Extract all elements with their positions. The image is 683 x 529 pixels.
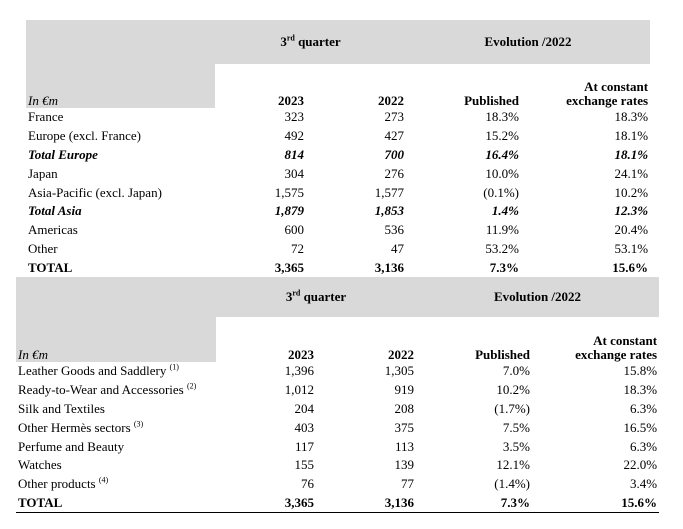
revenue-by-region-table [26,20,650,278]
table-row [16,400,659,419]
value-published: 18.3% [485,109,520,125]
value-published: 12.1% [496,457,531,473]
row-label: Other [28,240,58,256]
footnote-marker: (4) [98,475,109,485]
value-2022: 375 [394,419,415,435]
value-constant: 22.0% [623,457,658,473]
table-row [26,240,650,259]
value-2023: 204 [294,400,314,416]
table-row [16,437,659,456]
evolution-header: Evolution /2022 [406,20,650,64]
table-row [16,494,659,513]
row-label: Americas [28,222,78,238]
value-2023: 600 [284,222,304,238]
col-published-header: Published [475,347,531,362]
value-2022: 47 [391,240,405,256]
value-constant: 18.1% [614,146,649,162]
value-2023: 117 [294,438,314,454]
row-label: TOTAL [26,258,215,277]
evolution-header: Evolution /2022 [416,277,659,317]
row-label: Total Asia [28,203,82,219]
value-2022: 208 [394,400,415,416]
col-published-header: Published [464,93,520,108]
value-published: 3.5% [502,438,531,454]
value-published: 1.4% [491,203,520,219]
col-2023-header: 2023 [278,93,304,108]
table-row [26,221,650,240]
value-2023: 155 [294,457,314,473]
value-published: 10.2% [496,382,531,398]
value-2022: 1,577 [374,184,405,200]
value-constant: 15.6% [521,258,650,277]
value-2022: 1,305 [384,363,415,379]
value-2023: 403 [294,419,314,435]
table-row [26,164,650,183]
value-2023: 3,365 [215,258,306,277]
value-constant: 15.6% [532,494,659,513]
header-blank-cell [26,20,215,64]
value-published: 7.3% [416,494,532,513]
value-published: (0.1%) [483,184,520,200]
table-row [26,183,650,202]
header-blank-cell [16,277,216,317]
value-published: (1.7%) [494,400,531,416]
row-label: Ready-to-Wear and Accessories $^{(2)}$ [18,381,197,398]
value-2022: 1,853 [374,203,405,219]
table-row [26,202,650,221]
value-published: 7.5% [502,419,531,435]
value-published: 7.0% [502,363,531,379]
value-2022: 3,136 [316,494,416,513]
value-published: 11.9% [485,222,520,238]
value-2023: 814 [284,146,304,162]
revenue-by-sector-table [16,277,659,513]
value-2023: 76 [301,476,314,492]
value-constant: 20.4% [614,222,649,238]
value-constant: 6.3% [629,400,658,416]
value-2022: 113 [394,438,415,454]
value-2022: 427 [384,128,405,144]
table-row [16,456,659,475]
col-constant-header: At constant exchange rates [566,79,649,108]
row-label: Silk and Textiles [18,400,105,416]
table-row [16,418,659,437]
table-row [16,475,659,494]
value-2023: 3,365 [216,494,316,513]
value-2022: 139 [394,457,415,473]
footnote-marker: (1) [169,363,179,373]
footnote-marker: (3) [133,419,144,429]
value-2022: 77 [401,476,415,492]
value-published: 10.0% [485,165,520,181]
value-constant: 53.1% [614,240,649,256]
value-constant: 18.3% [614,109,649,125]
value-published: (1.4%) [494,476,531,492]
row-label: Other Hermès sectors $^{(3)}$ [18,419,144,435]
value-2023: 492 [284,128,304,144]
value-constant: 15.8% [623,363,658,379]
value-2022: 276 [384,165,405,181]
value-2023: 304 [284,165,304,181]
value-2022: 700 [384,146,405,162]
row-label: Perfume and Beauty [18,438,125,454]
value-published: 7.3% [406,258,521,277]
unit-label: In €m [16,317,216,362]
value-constant: 3.4% [629,476,658,492]
table-row [26,258,650,277]
table-row [16,362,659,381]
row-label: Watches [18,457,62,473]
col-2022-header: 2022 [388,347,415,362]
value-2022: 3,136 [306,258,406,277]
col-constant-header: At constant exchange rates [575,333,658,362]
col-2022-header: 2022 [378,93,405,108]
row-label: Leather Goods and Saddlery $^{(1)}$ [18,363,179,379]
table-row [26,146,650,165]
value-published: 15.2% [485,128,520,144]
value-2022: 273 [384,109,405,125]
value-2023: 1,012 [284,382,314,398]
row-label: Japan [28,165,58,181]
value-constant: 24.1% [614,165,649,181]
row-label: TOTAL [16,494,216,513]
value-2022: 536 [384,222,405,238]
value-constant: 16.5% [623,419,658,435]
row-label: Asia-Pacific (excl. Japan) [28,184,162,200]
row-label: Total Europe [28,146,98,162]
row-label: Other products $^{(4)}$ [18,475,109,492]
value-2023: 323 [284,109,304,125]
value-constant: 18.3% [623,382,658,398]
col-2023-header: 2023 [288,347,314,362]
value-2023: 1,575 [274,184,304,200]
unit-label: In €m [26,64,215,108]
table-row [26,127,650,146]
value-constant: 12.3% [614,203,649,219]
value-constant: 18.1% [614,128,649,144]
quarter-header: 3rd quarter [216,277,416,317]
value-2023: 1,879 [274,203,304,219]
row-label: France [28,109,64,125]
value-published: 16.4% [485,146,520,162]
footnote-marker: (2) [186,381,197,391]
value-2023: 72 [291,240,304,256]
value-2023: 1,396 [284,363,314,379]
value-constant: 6.3% [629,438,658,454]
value-constant: 10.2% [614,184,649,200]
row-label: Europe (excl. France) [28,128,141,144]
value-published: 53.2% [485,240,520,256]
table-row [26,108,650,127]
table-row [16,381,659,400]
quarter-header: 3rd quarter [215,20,406,64]
value-2022: 919 [394,382,415,398]
